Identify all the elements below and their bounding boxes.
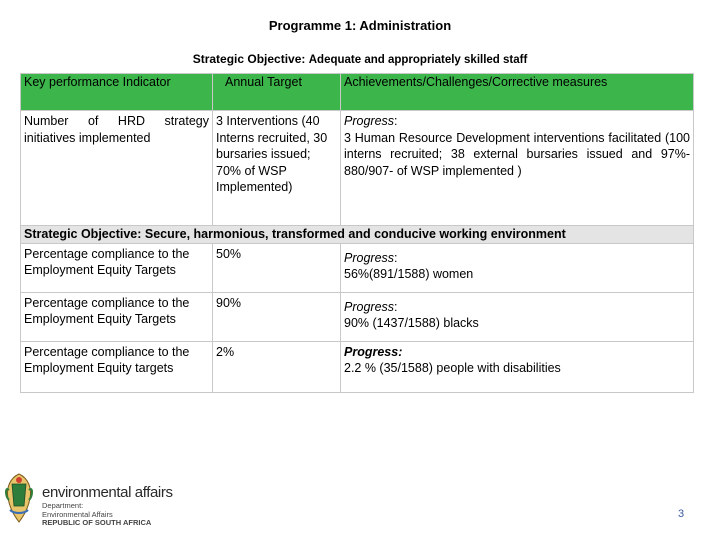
table-row (21, 292, 694, 341)
achievement-cell (341, 341, 694, 392)
objective-label: Strategic Objective: (192, 52, 306, 66)
progress-colon: : (394, 299, 398, 314)
objective-value: Adequate and appropriately skilled staff (308, 54, 528, 66)
page-title: Programme 1: Administration (268, 18, 452, 33)
target-cell: 3 Interventions (40 Interns recruited, 30 bursaries issued; 70% of WSP Implemented) (213, 111, 341, 226)
target-cell: 90% (213, 292, 341, 341)
target-cell: 2% (213, 341, 341, 392)
achievement-cell (341, 111, 694, 226)
kpi-cell: Percentage compliance to the Employment Equity Targets (21, 243, 213, 292)
kpi-cell: Number of HRD strategy initiatives implemented (21, 111, 213, 226)
progress-label: Progress (344, 250, 395, 265)
strategic-objective-2-row (21, 226, 694, 244)
achievement-cell (341, 292, 694, 341)
progress-label: Progress (344, 299, 395, 314)
table-row (21, 111, 694, 226)
progress-text: 3 Human Resource Development interventions facilitated (100 interns recruited; 38 external bursaries issued and 97%- 880/907- of WSP implemented ) (344, 130, 690, 178)
progress-colon: : (394, 114, 398, 128)
header-achievements: Achievements/Challenges/Corrective measures (341, 74, 694, 111)
progress-label: Progress: (344, 344, 403, 359)
kpi-table (20, 73, 694, 393)
page-number: 3 (678, 508, 685, 520)
table-row (21, 243, 694, 292)
table-row (21, 341, 694, 392)
header-target: Annual Target (213, 74, 341, 111)
department-label (42, 502, 152, 528)
kpi-cell: Percentage compliance to the Employment Equity Targets (21, 292, 213, 341)
progress-colon: : (394, 250, 398, 265)
dept-line: Department: (42, 501, 84, 510)
strategic-objective-2: Strategic Objective: Secure, harmonious, transformed and conducive working environment (21, 226, 694, 244)
achievement-cell (341, 243, 694, 292)
strategic-objective-1 (0, 52, 720, 66)
header-kpi: Key performance Indicator (21, 74, 213, 111)
progress-label: Progress (344, 114, 395, 128)
table-header-row (21, 74, 694, 111)
progress-text: 56%(891/1588) women (344, 267, 474, 281)
progress-text: 90% (1437/1588) blacks (344, 316, 479, 330)
dept-line: Environmental Affairs (42, 509, 113, 519)
dept-line: REPUBLIC OF SOUTH AFRICA (42, 518, 152, 527)
brand-name: environmental affairs (42, 484, 173, 501)
kpi-cell: Percentage compliance to the Employment Equity targets (21, 341, 213, 392)
progress-text: 2.2 % (35/1588) people with disabilities (344, 361, 561, 375)
target-cell: 50% (213, 243, 341, 292)
